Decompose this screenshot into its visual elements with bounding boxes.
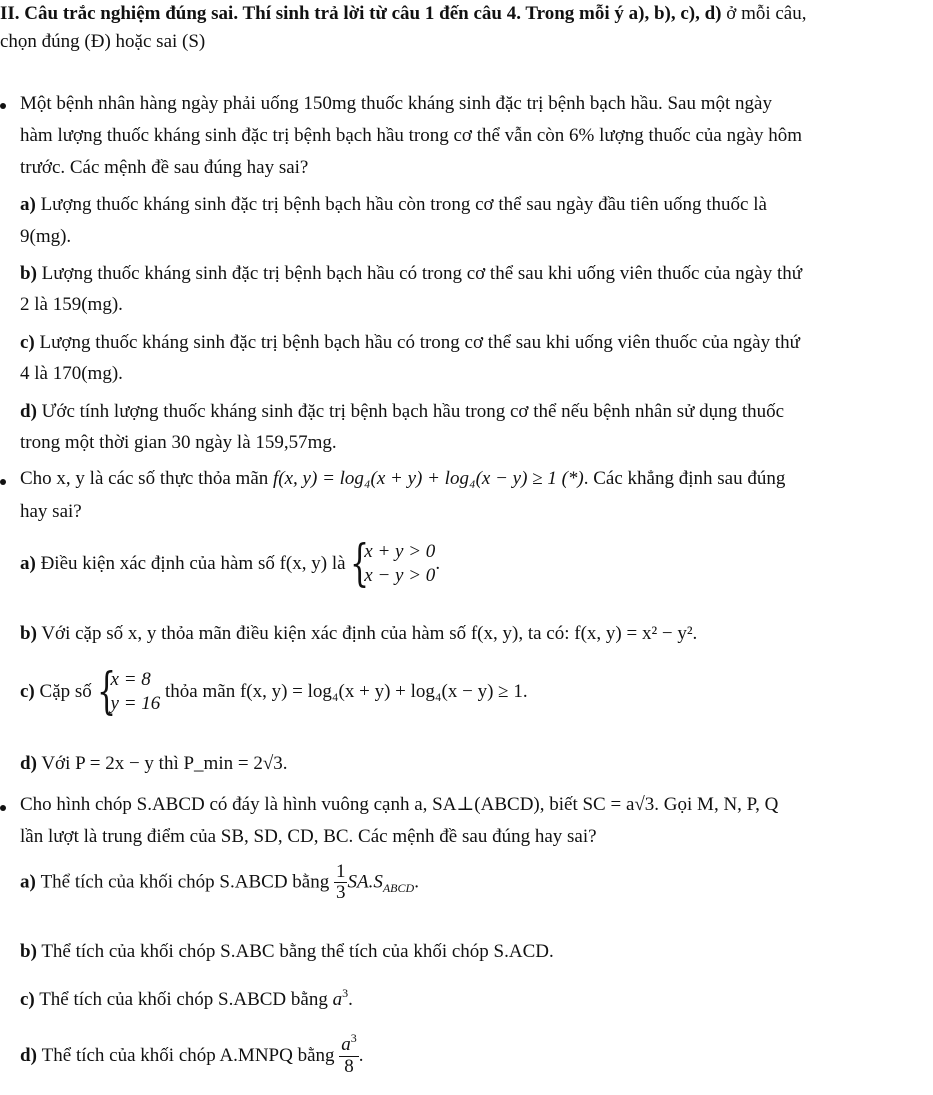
q1-d-label: d) bbox=[20, 401, 37, 422]
q2-option-a: a) Điều kiện xác định của hàm số f(x, y) là { x + y > 0 x − y > 0 . bbox=[20, 534, 441, 592]
q3-option-b bbox=[20, 940, 554, 964]
q2-b-text: Với cặp số x, y thỏa mãn điều kiện xác định của hàm số f(x, y), ta có: f(x, y) = x² − y². bbox=[41, 623, 698, 644]
section-title-letters: a), b), c), d) bbox=[628, 3, 722, 24]
q1-a-text: Lượng thuốc kháng sinh đặc trị bệnh bạch hầu còn trong cơ thể sau ngày đầu tiên uống thuốc là bbox=[40, 194, 767, 215]
brace-icon: { bbox=[96, 662, 116, 720]
q2-c-pre: Cặp số bbox=[39, 681, 92, 702]
section-number: II. bbox=[0, 3, 20, 24]
section-title-tail: ở mỗi câu, bbox=[721, 3, 807, 24]
q1-b-line2: 2 là 159(mg). bbox=[20, 294, 123, 315]
q3-b-label: b) bbox=[20, 941, 37, 962]
q1-option-d bbox=[20, 400, 784, 424]
q1-d-line2: trong một thời gian 30 ngày là 159,57mg. bbox=[20, 432, 337, 453]
q1-a-label: a) bbox=[20, 194, 36, 215]
q2-stem-post: . Các khẳng định sau đúng bbox=[583, 468, 786, 489]
q2-stem-line2: hay sai? bbox=[20, 501, 82, 522]
q1-b-label: b) bbox=[20, 263, 37, 284]
q2-c-system-row2: y = 16 bbox=[110, 693, 161, 714]
q1-c-line2: 4 là 170(mg). bbox=[20, 363, 123, 384]
question-3-bullet bbox=[0, 805, 6, 811]
q2-a-system-row2: x − y > 0 bbox=[364, 565, 436, 586]
q1-d-text: Ước tính lượng thuốc kháng sinh đặc trị bệnh bạch hầu trong cơ thể nếu bệnh nhân sử dụng thuốc bbox=[41, 401, 785, 422]
q1-b-text: Lượng thuốc kháng sinh đặc trị bệnh bạch hầu có trong cơ thể sau khi uống viên thuốc của ngày thứ bbox=[41, 263, 803, 284]
section-heading bbox=[0, 2, 807, 26]
q3-d-fraction bbox=[339, 1031, 359, 1077]
q3-a-label: a) bbox=[20, 871, 36, 893]
q2-c-system bbox=[96, 662, 161, 720]
q3-a-fraction bbox=[334, 862, 348, 903]
q2-stem-pre: Cho x, y là các số thực thỏa mãn bbox=[20, 468, 274, 489]
q2-stem-formula: f(x, y) = log₄(x + y) + log₄(x − y) ≥ 1 (*) bbox=[273, 468, 584, 489]
q2-c-label: c) bbox=[20, 681, 35, 702]
q1-option-a bbox=[20, 193, 767, 217]
q3-option-c: c) Thể tích của khối chóp S.ABCD bằng $a^3$. bbox=[20, 986, 353, 1010]
q2-a-system-row1: x + y > 0 bbox=[364, 541, 436, 562]
q3-a-sub: ABCD bbox=[382, 880, 415, 895]
q2-option-b bbox=[20, 622, 697, 646]
q3-d-text: Thể tích của khối chóp A.MNPQ bằng bbox=[41, 1045, 335, 1066]
q3-d-frac-num: a bbox=[341, 1034, 351, 1055]
q1-c-label: c) bbox=[20, 332, 35, 353]
q3-a-text: Thể tích của khối chóp S.ABCD bằng bbox=[40, 871, 330, 893]
q2-a-text: Điều kiện xác định của hàm số f(x, y) là bbox=[40, 553, 346, 574]
q3-d-frac-den: 8 bbox=[344, 1056, 354, 1077]
q1-stem-line3: trước. Các mệnh đề sau đúng hay sai? bbox=[20, 157, 309, 178]
q3-c-text: Thể tích của khối chóp S.ABCD bằng bbox=[39, 989, 328, 1010]
question-2-bullet bbox=[0, 479, 6, 485]
q3-a-frac-den: 3 bbox=[335, 882, 346, 903]
q2-c-post: thỏa mãn f(x, y) = log₄(x + y) + log₄(x − y) ≥ 1. bbox=[165, 681, 528, 702]
q1-stem-line2: hàm lượng thuốc kháng sinh đặc trị bệnh bạch hầu trong cơ thể vẫn còn 6% lượng thuốc của ngày hôm bbox=[20, 125, 803, 146]
brace-icon: { bbox=[350, 534, 370, 592]
q2-option-c bbox=[20, 662, 528, 724]
q3-stem-line2: lần lượt là trung điểm của SB, SD, CD, BC. Các mệnh đề sau đúng hay sai? bbox=[20, 826, 597, 847]
section-subtitle: chọn đúng (Đ) hoặc sai (S) bbox=[0, 31, 206, 52]
q3-option-a: a) Thể tích của khối chóp S.ABCD bằng $\frac{1}{3}$ $SA.S_{ABCD}$. bbox=[20, 861, 419, 903]
q2-stem-line1 bbox=[20, 467, 785, 491]
q2-d-text: Với P = 2x − y thì P_min = 2√3. bbox=[41, 753, 288, 774]
q2-a-label: a) bbox=[20, 553, 36, 574]
q3-b-text: Thể tích của khối chóp S.ABC bằng thể tích của khối chóp S.ACD. bbox=[41, 941, 554, 962]
q2-b-label: b) bbox=[20, 623, 37, 644]
q1-c-text: Lượng thuốc kháng sinh đặc trị bệnh bạch hầu có trong cơ thể sau khi uống viên thuốc của ngày thứ bbox=[39, 332, 800, 353]
q3-c-exp: 3 bbox=[342, 986, 349, 1000]
q3-c-expr: a bbox=[332, 989, 343, 1010]
q1-option-b bbox=[20, 262, 802, 286]
q3-c-label: c) bbox=[20, 989, 35, 1010]
q3-a-expr: SA.S bbox=[347, 871, 383, 893]
question-1-bullet bbox=[0, 103, 6, 109]
q2-d-label: d) bbox=[20, 753, 37, 774]
q3-stem-line1: Cho hình chóp S.ABCD có đáy là hình vuông cạnh a, SA⊥(ABCD), biết SC = a√3. Gọi M, N, P, Q bbox=[20, 794, 779, 815]
q2-option-d bbox=[20, 752, 288, 776]
q3-d-label: d) bbox=[20, 1045, 37, 1066]
section-title: Câu trắc nghiệm đúng sai. Thí sinh trả lời từ câu 1 đến câu 4. Trong mỗi ý bbox=[24, 3, 629, 24]
q3-option-d: d) Thể tích của khối chóp A.MNPQ bằng $\frac{a^3}{8}$ . bbox=[20, 1031, 364, 1077]
q1-a-value: 9(mg). bbox=[20, 226, 72, 247]
q1-stem-line1: Một bệnh nhân hàng ngày phải uống 150mg thuốc kháng sinh đặc trị bệnh bạch hầu. Sau một ngày bbox=[20, 93, 772, 114]
q2-a-system bbox=[350, 534, 436, 592]
q2-c-system-row1: x = 8 bbox=[110, 669, 151, 690]
q3-a-frac-num: 1 bbox=[335, 861, 346, 882]
q3-d-frac-exp: 3 bbox=[350, 1031, 357, 1045]
q1-option-c bbox=[20, 331, 800, 355]
